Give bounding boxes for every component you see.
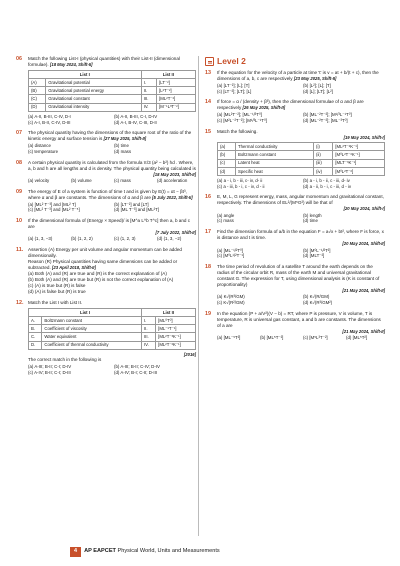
option-c[interactable]: (c) (1, 2, 3) bbox=[114, 236, 136, 242]
option-c[interactable]: (c) temperature bbox=[28, 148, 59, 154]
question-07 bbox=[16, 130, 196, 154]
table-row: (A) Gravitational potential I. [LT⁻²] bbox=[29, 79, 196, 87]
left-column bbox=[16, 56, 196, 381]
question-text: If force = α / (density + β³), then the dimensional formulae of α and β are respectively bbox=[217, 99, 364, 111]
options bbox=[217, 83, 385, 94]
question-source: [21 May 2024, Shift-II] bbox=[342, 328, 385, 334]
option-c[interactable]: (c) A-IV; B-II; C-I; D-III bbox=[28, 369, 71, 375]
question-source: [20 May 2024, Shift-I] bbox=[343, 206, 385, 212]
table-row: (a) Thermal conductivity (i) [ML²T⁻²K⁻¹] bbox=[218, 143, 385, 151]
question-text: Find the dimension formula of a/b in the equation F = a√x + bt², where F is force, x is distance and t is time. bbox=[217, 229, 384, 241]
option-c[interactable]: (c) K√(R²/GM) bbox=[217, 300, 245, 306]
question-number: 09 bbox=[16, 188, 22, 195]
table-row: (d) Specific heat (iv) [M⁰L²T⁻²] bbox=[218, 167, 385, 175]
option-d[interactable]: (d) acceleration bbox=[157, 178, 188, 183]
question-16 bbox=[205, 194, 385, 224]
option-b[interactable]: (b) [L²]; [L]; [T] bbox=[303, 82, 331, 88]
table-header: List I bbox=[29, 308, 142, 316]
question-text: Match the following List-I (physical quantities) with their List-II (dimensional formulae). bbox=[28, 56, 180, 67]
option-c[interactable]: (c) [M⁵L³T⁻²] bbox=[303, 335, 328, 341]
option-c[interactable]: (c) [M⁰L¹/²T⁻¹] bbox=[217, 253, 245, 259]
question-number: 16 bbox=[205, 194, 211, 201]
right-column bbox=[205, 56, 385, 346]
option-d[interactable]: (d) K√(R³/GM²) bbox=[303, 300, 333, 306]
question-number: 17 bbox=[205, 229, 211, 236]
question-11 bbox=[16, 247, 196, 295]
option-d[interactable]: (d) A-I, B-IV, C-III, D-II bbox=[114, 119, 157, 125]
option-c[interactable]: (c) A-I, B-II, C-IV, D-III bbox=[28, 119, 71, 125]
question-source: [23 May 2025, Shift-II] bbox=[293, 76, 337, 82]
question-source: [23 April 2018, Shift-II] bbox=[52, 265, 96, 271]
question-number: 07 bbox=[16, 130, 22, 137]
options bbox=[217, 178, 385, 189]
option-d[interactable]: (d) time bbox=[303, 218, 318, 224]
question-text-2: The correct match in the following is bbox=[28, 357, 102, 363]
options bbox=[28, 114, 196, 125]
option-d[interactable]: (d) [L]; [LT]; [L²] bbox=[303, 88, 333, 94]
option-b[interactable]: (b) [ML⁵T⁻²] bbox=[260, 335, 284, 341]
question-text: If the dimensional formula of (Energy × Speed)/ is [M^a L^b T^c] then a, b and c are bbox=[28, 218, 191, 230]
options bbox=[28, 271, 196, 295]
option-b[interactable]: (b) a - i, b - ii, c - iii, d- iv bbox=[303, 177, 350, 183]
option-a[interactable]: (a) [ML⁻⁵T²] bbox=[217, 335, 241, 341]
question-source: [20 May 2024, Shift-II] bbox=[342, 241, 385, 247]
option-b[interactable]: (b) A-III; B-II; C-IV; D-IV bbox=[114, 364, 160, 370]
match-table bbox=[28, 70, 196, 112]
options bbox=[217, 248, 385, 259]
question-text: In the equation (P + a/V²)(V − b) = RT, where P is pressure, V is volume, T is temperature, R is universal gas constant, a and b are constants. The dimensions of a are bbox=[217, 310, 381, 328]
question-source: [18 May 2023, Shift-II] bbox=[153, 171, 196, 177]
table-row: A. Boltzmann constant I. [ML⁰T⁰] bbox=[29, 317, 196, 325]
chapter-title: Physical World, Units and Measurements bbox=[117, 548, 220, 555]
question-text: If the equation for the velocity of a particle at time 't' is v = at + b/(t + c), then the dimensions of a, b, c are respectively bbox=[217, 70, 379, 82]
option-a[interactable]: (a) Both (A) and (R) are true and (R) is the correct explanation of (A) bbox=[28, 271, 167, 277]
level-heading bbox=[205, 56, 385, 67]
question-09 bbox=[16, 189, 196, 213]
brand-name: AP EAPCET bbox=[84, 548, 116, 555]
options bbox=[217, 213, 385, 224]
match-table bbox=[28, 308, 196, 350]
option-d[interactable]: (d) (1, 3, −2) bbox=[157, 236, 182, 242]
question-17 bbox=[205, 229, 385, 259]
assertion-text: Assertion (A) Energy per unit volume and angular momentum can be added dimensionally. bbox=[28, 247, 182, 259]
option-b[interactable]: (b) Both (A) and (R) are true but (R) is not the correct explanation of (A) bbox=[28, 277, 174, 283]
question-source: [21 May 2024, Shift-II] bbox=[342, 287, 385, 293]
options bbox=[28, 364, 196, 375]
option-d[interactable]: (d) (A) is false but (R) is true bbox=[28, 288, 86, 294]
question-text: Match the following. bbox=[217, 128, 258, 134]
question-source: [5 July 2022, Shift-II] bbox=[152, 194, 193, 200]
question-number: 12. bbox=[16, 299, 24, 306]
option-b[interactable]: (b) volume bbox=[71, 178, 92, 183]
option-a[interactable]: (a) K√(R³/GM) bbox=[217, 294, 245, 300]
question-source: [27 May 2025, Shift-II] bbox=[103, 136, 147, 142]
question-source: [2016] bbox=[183, 351, 196, 357]
option-a[interactable]: (a) a - i, b - iii, c- iv, d- ii bbox=[217, 177, 263, 183]
options bbox=[28, 178, 196, 184]
notebook-icon bbox=[205, 57, 214, 66]
option-b[interactable]: (b) time bbox=[114, 143, 129, 149]
options bbox=[217, 112, 385, 123]
reason-text: Reason (R) Physical quantities having same dimensions can be added or subtracted. bbox=[28, 259, 178, 271]
question-number: 18 bbox=[205, 264, 211, 270]
option-d[interactable]: (d) [ML T⁻³] and [ML²T] bbox=[114, 207, 160, 213]
option-a[interactable]: (a) distance bbox=[28, 143, 51, 149]
option-b[interactable]: (b) A-II, B-III, C-I, D-IV bbox=[114, 113, 158, 119]
option-c[interactable]: (c) mass bbox=[114, 178, 131, 183]
question-source: [26 May 2025, Shift-II] bbox=[242, 105, 286, 111]
option-a[interactable]: (a) [ML² T⁻³] and [ML² T] bbox=[28, 201, 76, 207]
options bbox=[28, 236, 196, 242]
question-13 bbox=[205, 70, 385, 94]
question-text: The time period of revolution of a satellite T around the earth depends on the radius of the circular orbit R, mass of the earth M and universal gravitational constant G. The expression for T, using dimensional analysis is (K is constant of proportionality) bbox=[217, 264, 380, 287]
table-row: (c) Latent heat (iii) [MLT⁻³K⁻¹] bbox=[218, 159, 385, 167]
option-d[interactable]: (d) a - ii, b - i, c - iii, d - iv bbox=[303, 183, 352, 189]
option-a[interactable]: (a) (1, 3, −3) bbox=[28, 236, 53, 242]
option-a[interactable]: (a) A-III; B-II; C-I; D-IV bbox=[28, 364, 72, 370]
option-c[interactable]: (c) mass bbox=[217, 218, 234, 224]
option-a[interactable]: (a) [ML⁻¹/²T⁰] bbox=[217, 247, 244, 253]
page-footer bbox=[0, 546, 400, 558]
question-number: 15 bbox=[205, 128, 211, 135]
question-number: 13 bbox=[205, 70, 211, 77]
question-number: 06 bbox=[16, 56, 22, 62]
question-18 bbox=[205, 264, 385, 306]
option-a[interactable]: (a) angle bbox=[217, 212, 235, 218]
table-row: D. Coefficient of thermal conductivity IV. [ML²T⁻²K⁻¹] bbox=[29, 341, 196, 349]
option-c[interactable]: (c) (A) is true but (R) is false bbox=[28, 283, 86, 289]
table-row: (D) Gravitational intensity IV. [M⁻¹L³T⁻²] bbox=[29, 103, 196, 111]
table-header: List II bbox=[141, 70, 195, 78]
option-b[interactable]: (b) (1, 2, 2) bbox=[71, 236, 93, 242]
table-row: C. Water equivalent III. [ML²T⁻³K⁻¹] bbox=[29, 333, 196, 341]
option-d[interactable]: (d) A-IV; B-I; C-II; D-III bbox=[114, 369, 158, 375]
option-a[interactable]: (a) [ML²T⁻²]; [ML⁻¹/³T⁰] bbox=[217, 112, 262, 118]
option-c[interactable]: (c) [LT⁻²]; [LT]; [L] bbox=[217, 88, 252, 94]
question-text: A certain physical quantity is calculated from the formula π/3 (a² − b²) hd . Where, a, b and h are all lengths and d is density. The physical quantity being calculated is bbox=[28, 159, 196, 171]
options bbox=[217, 294, 385, 305]
question-12 bbox=[16, 300, 196, 376]
option-c[interactable]: (c) a - iii, b - i, c - iv, d - ii bbox=[217, 183, 265, 189]
option-c[interactable]: (c) [ML² T⁻³] and [ML² T⁻⁵] bbox=[28, 207, 80, 213]
option-b[interactable]: (b) [LT⁻²] and [LT] bbox=[114, 201, 149, 207]
question-source: [18 May 2024, Shift-II] bbox=[49, 61, 93, 67]
question-source: [19 May 2024, Shift-I] bbox=[343, 134, 385, 140]
question-number: 14 bbox=[205, 99, 211, 106]
question-number: 10 bbox=[16, 218, 22, 225]
option-b[interactable]: (b) [ML⁻²T⁻²]; [M¹/³L⁻¹T⁰] bbox=[303, 112, 352, 118]
question-14 bbox=[205, 99, 385, 123]
option-a[interactable]: (a) A-II, B-III, C-IV, D-I bbox=[28, 113, 71, 119]
options bbox=[217, 335, 385, 341]
table-header: List II bbox=[141, 308, 195, 316]
option-b[interactable]: (b) K√(R/GM) bbox=[303, 294, 330, 300]
question-number: 08 bbox=[16, 159, 22, 166]
question-15 bbox=[205, 129, 385, 190]
question-10 bbox=[16, 218, 196, 242]
question-06 bbox=[16, 56, 196, 125]
option-c[interactable]: (c) [M²L⁻²T⁻²]; [M¹/³L⁻¹T⁰] bbox=[217, 118, 267, 124]
option-b[interactable]: (b) [M⁰L⁻¹/²T²] bbox=[303, 247, 331, 253]
page-number: 4 bbox=[70, 547, 81, 556]
question-source: [7 July 2022, Shift-II] bbox=[155, 230, 196, 236]
column-divider bbox=[198, 56, 199, 536]
option-d[interactable]: (d) mass bbox=[114, 148, 132, 154]
option-d[interactable]: (d) [ML⁵T²] bbox=[346, 335, 368, 341]
question-number: 11. bbox=[16, 247, 24, 254]
options bbox=[28, 202, 196, 213]
question-19 bbox=[205, 311, 385, 341]
option-d[interactable]: (d) [ML⁻²T⁻²]; [ML⁻³T⁰] bbox=[303, 118, 348, 124]
option-a[interactable]: (a) velocity bbox=[28, 178, 50, 183]
option-a[interactable]: (a) [LT⁻²]; [L]; [T] bbox=[217, 82, 250, 88]
question-text: Match the List I with List II. bbox=[28, 299, 83, 305]
table-row: (C) Gravitational constant III. [ML²T⁻²] bbox=[29, 95, 196, 103]
table-row: (B) Gravitational potential energy II. [L²T⁻²] bbox=[29, 87, 196, 95]
match-table bbox=[217, 142, 385, 176]
question-text: The physical quantity having the dimensions of the square root of the ratio of the kinetic energy and surface tension is bbox=[28, 130, 192, 142]
table-header: List I bbox=[29, 70, 142, 78]
question-number: 19 bbox=[205, 310, 211, 317]
table-row: B. Coefficient of viscosity II. [ML⁻¹T⁻¹] bbox=[29, 325, 196, 333]
options bbox=[28, 143, 196, 154]
option-d[interactable]: (d) [MLT⁻²] bbox=[303, 253, 325, 259]
question-08 bbox=[16, 160, 196, 184]
question-text: E, M, L, G represent energy, mass, angular momentum and gravitational constant, respectively. The dimensions of EL²/(M⁵G²) will be that of bbox=[217, 194, 384, 206]
level-title: Level 2 bbox=[217, 56, 246, 66]
table-row: (b) Boltzmann constant (ii) [M⁰L²T⁻²K⁻¹] bbox=[218, 151, 385, 159]
question-text: The energy of E of a system is function of time t and is given by E(t) = αt − βt³, where α and β are constants. The dimensions of α and β are bbox=[28, 188, 187, 200]
option-b[interactable]: (b) length bbox=[303, 212, 322, 218]
